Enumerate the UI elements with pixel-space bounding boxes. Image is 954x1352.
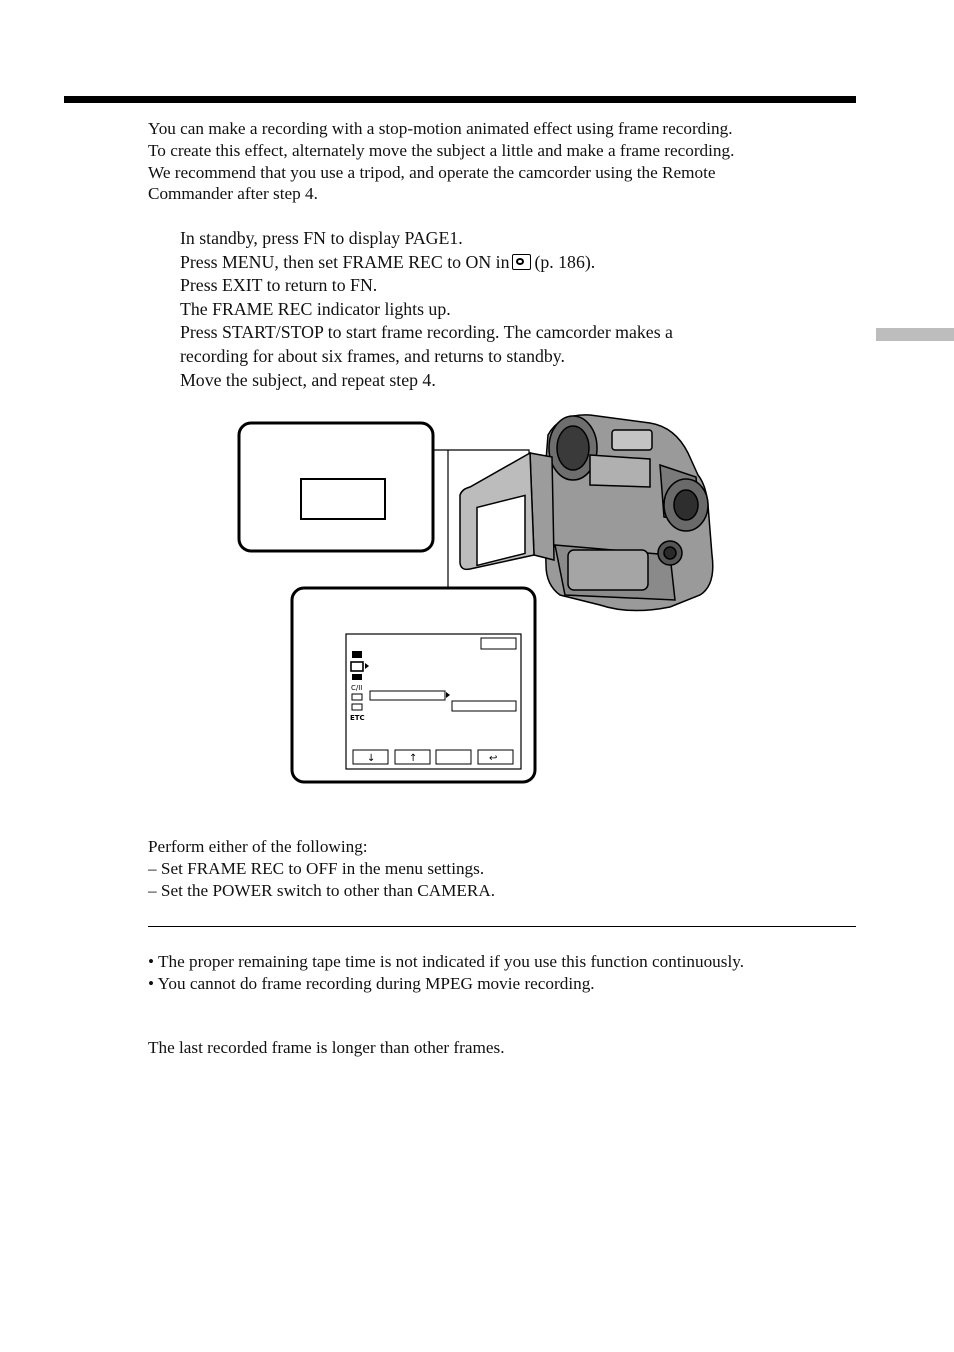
etc-label: ETC xyxy=(350,714,365,722)
cancel-section xyxy=(148,836,495,902)
step-4: Press START/STOP to start frame recording. The camcorder makes a xyxy=(180,322,673,343)
intro-paragraph xyxy=(148,118,848,205)
step-1: In standby, press FN to display PAGE1. xyxy=(180,228,463,248)
lcd-vf-set-icon: C/II xyxy=(351,684,363,692)
step-3: Press EXIT to return to FN. xyxy=(180,275,378,296)
frame-rec-menu-item xyxy=(370,691,445,700)
intro-line: Commander after step 4. xyxy=(148,184,318,204)
frame-rec-option-box xyxy=(452,701,516,711)
svg-text:↩: ↩ xyxy=(489,753,498,764)
step-5: Move the subject, and repeat step 4. xyxy=(180,369,436,390)
step-2-page-ref: (p. 186). xyxy=(534,251,596,272)
section-tab xyxy=(876,328,954,341)
camera-set-icon xyxy=(351,662,363,671)
tape-set-icon xyxy=(352,704,362,710)
cancel-line: Perform either of the following: xyxy=(148,837,368,856)
manual-set-icon xyxy=(352,651,362,658)
cancel-line: – Set FRAME REC to OFF in the menu settings. xyxy=(148,859,485,878)
svg-text:↓: ↓ xyxy=(367,753,376,764)
memory-set-icon xyxy=(352,694,362,700)
lcd-screen xyxy=(477,495,525,565)
intro-line: To create this effect, alternately move the subject a little and make a frame recording. xyxy=(148,140,735,160)
camera-set-icon xyxy=(512,254,531,270)
vcr-set-icon xyxy=(352,674,362,680)
last-frame-note: The last recorded frame is longer than other frames. xyxy=(148,1038,505,1057)
intro-line: We recommend that you use a tripod, and operate the camcorder using the Remote xyxy=(148,162,716,182)
svg-text:↑: ↑ xyxy=(409,753,418,764)
note-item: • You cannot do frame recording during MPEG movie recording. xyxy=(148,973,595,993)
step-2 xyxy=(180,251,860,275)
header-rule xyxy=(64,96,856,103)
step-3-note: The FRAME REC indicator lights up. xyxy=(180,298,451,319)
notes-list xyxy=(148,951,744,994)
step-4-cont: recording for about six frames, and returns to standby. xyxy=(180,345,565,366)
intro-line: You can make a recording with a stop-motion animated effect using frame recording. xyxy=(148,119,733,138)
exec-button[interactable] xyxy=(436,750,471,764)
frame-rec-indicator-box xyxy=(301,479,385,519)
camcorder xyxy=(460,415,713,611)
camcorder-illustration xyxy=(230,405,730,790)
steps-list xyxy=(180,227,860,392)
notes-rule xyxy=(148,926,856,927)
note-item: • The proper remaining tape time is not indicated if you use this function continuously. xyxy=(148,952,744,971)
cancel-line: – Set the POWER switch to other than CAMERA. xyxy=(148,881,496,900)
step-2-text: Press MENU, then set FRAME REC to ON in xyxy=(180,251,510,272)
